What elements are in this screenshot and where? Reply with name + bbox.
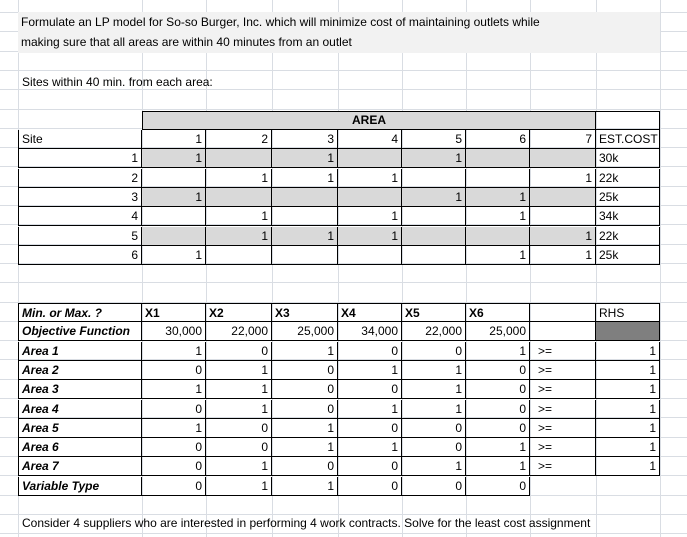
constraint-sign-text: >= (538, 363, 553, 377)
variable-type-blank (530, 477, 596, 496)
constraint-label: Area 3 (18, 380, 142, 399)
coverage-cell (402, 207, 466, 226)
var-header: X3 (272, 303, 338, 322)
area-col-header: 2 (206, 130, 272, 149)
coverage-cell (530, 207, 596, 226)
objective-coefficient: 22,000 (206, 322, 272, 341)
var-header: X2 (206, 303, 272, 322)
constraint-sign (530, 438, 596, 457)
constraint-coefficient: 0 (402, 342, 466, 361)
constraint-coefficient: 0 (338, 342, 402, 361)
coverage-cell: 1 (338, 169, 402, 188)
est-cost-value: 25k (596, 188, 660, 207)
coverage-cell (338, 188, 402, 207)
constraint-coefficient: 1 (402, 380, 466, 399)
constraint-coefficient: 1 (272, 419, 338, 438)
constraint-label: Area 1 (18, 342, 142, 361)
constraint-coefficient: 0 (142, 457, 206, 476)
problem-line-2: making sure that all areas are within 40 minutes from an outlet (21, 35, 352, 49)
coverage-cell (142, 207, 206, 226)
constraint-label: Area 7 (18, 457, 142, 476)
coverage-cell (206, 246, 272, 265)
constraint-coefficient: 0 (338, 419, 402, 438)
rhs-header: RHS (596, 303, 660, 322)
area-col-header: 5 (402, 130, 466, 149)
constraint-coefficient: 0 (206, 342, 272, 361)
coverage-cell (466, 227, 530, 246)
variable-type-value: 0 (338, 477, 402, 496)
objective-coefficient: 22,000 (402, 322, 466, 341)
coverage-cell: 1 (402, 149, 466, 168)
constraint-sign (530, 400, 596, 419)
coverage-cell (142, 169, 206, 188)
coverage-cell: 1 (530, 246, 596, 265)
constraint-coefficient: 0 (272, 361, 338, 380)
area-header: AREA (351, 113, 386, 127)
variable-type-value: 0 (402, 477, 466, 496)
constraint-coefficient: 0 (466, 361, 530, 380)
constraint-coefficient: 1 (206, 400, 272, 419)
constraint-coefficient: 0 (142, 361, 206, 380)
coverage-cell (206, 149, 272, 168)
constraint-coefficient: 0 (142, 438, 206, 457)
constraint-rhs: 1 (596, 342, 660, 361)
problem-statement (18, 12, 660, 53)
constraint-coefficient: 0 (402, 438, 466, 457)
objective-sign-blank (530, 322, 596, 341)
constraint-coefficient: 0 (338, 380, 402, 399)
constraint-coefficient: 0 (272, 400, 338, 419)
coverage-cell: 1 (272, 169, 338, 188)
constraint-sign-text: >= (538, 402, 553, 416)
constraint-coefficient: 0 (466, 400, 530, 419)
coverage-cell: 1 (142, 246, 206, 265)
constraint-coefficient: 0 (272, 380, 338, 399)
constraint-label: Area 5 (18, 419, 142, 438)
constraint-coefficient: 0 (272, 457, 338, 476)
constraint-sign-text: >= (538, 344, 553, 358)
constraint-coefficient: 1 (206, 380, 272, 399)
coverage-cell: 1 (206, 169, 272, 188)
est-cost-value: 30k (596, 149, 660, 168)
constraint-sign-text: >= (538, 440, 553, 454)
constraint-coefficient: 1 (466, 438, 530, 457)
constraint-coefficient: 1 (206, 361, 272, 380)
coverage-cell: 1 (272, 227, 338, 246)
constraint-coefficient: 1 (338, 400, 402, 419)
constraint-coefficient: 0 (338, 457, 402, 476)
est-cost-value: 25k (596, 246, 660, 265)
constraint-rhs: 1 (596, 419, 660, 438)
area-col-header: 6 (466, 130, 530, 149)
constraint-rhs: 1 (596, 361, 660, 380)
objective-coefficient: 25,000 (466, 322, 530, 341)
footer-text: Consider 4 suppliers who are interested in performing 4 work contracts. Solve for the least cost assignment (22, 516, 591, 530)
objective-coefficient: 25,000 (272, 322, 338, 341)
constraint-coefficient: 0 (466, 380, 530, 399)
site-number: 4 (18, 207, 142, 226)
coverage-cell (338, 149, 402, 168)
constraint-coefficient: 0 (206, 438, 272, 457)
constraint-coefficient: 1 (338, 438, 402, 457)
constraint-coefficient: 1 (402, 361, 466, 380)
constraint-coefficient: 1 (338, 361, 402, 380)
sign-header-blank (530, 303, 596, 322)
variable-type-label: Variable Type (18, 477, 142, 496)
coverage-cell: 1 (530, 227, 596, 246)
coverage-cell (272, 188, 338, 207)
coverage-cell (272, 246, 338, 265)
area-col-header: 3 (272, 130, 338, 149)
est-cost-value: 22k (596, 169, 660, 188)
constraint-coefficient: 0 (466, 419, 530, 438)
constraint-coefficient: 0 (142, 400, 206, 419)
coverage-cell (466, 169, 530, 188)
coverage-cell: 1 (402, 188, 466, 207)
constraint-sign-text: >= (538, 459, 553, 473)
coverage-cell: 1 (206, 207, 272, 226)
var-header: X6 (466, 303, 530, 322)
constraint-coefficient: 1 (466, 342, 530, 361)
objective-coefficient: 30,000 (142, 322, 206, 341)
area-col-header: 1 (142, 130, 206, 149)
min-max-label: Min. or Max. ? (18, 303, 142, 322)
coverage-cell: 1 (466, 188, 530, 207)
var-header: X1 (142, 303, 206, 322)
coverage-cell: 1 (530, 169, 596, 188)
coverage-cell: 1 (142, 188, 206, 207)
area-col-header: 7 (530, 130, 596, 149)
coverage-cell: 1 (272, 149, 338, 168)
constraint-label: Area 4 (18, 400, 142, 419)
coverage-cell (466, 149, 530, 168)
coverage-cell (206, 188, 272, 207)
variable-type-value: 1 (272, 477, 338, 496)
site-number: 2 (18, 169, 142, 188)
constraint-rhs: 1 (596, 457, 660, 476)
site-number: 3 (18, 188, 142, 207)
coverage-cell: 1 (206, 227, 272, 246)
constraint-sign (530, 361, 596, 380)
constraint-coefficient: 1 (466, 457, 530, 476)
variable-type-value: 0 (466, 477, 530, 496)
constraint-sign (530, 380, 596, 399)
var-header: X4 (338, 303, 402, 322)
coverage-cell: 1 (142, 149, 206, 168)
constraint-rhs: 1 (596, 400, 660, 419)
variable-type-value: 0 (142, 477, 206, 496)
constraint-label: Area 6 (18, 438, 142, 457)
constraint-coefficient: 1 (272, 438, 338, 457)
constraint-sign-text: >= (538, 382, 553, 396)
est-cost-value: 34k (596, 207, 660, 226)
constraint-rhs: 1 (596, 380, 660, 399)
coverage-cell (402, 169, 466, 188)
coverage-cell (272, 207, 338, 226)
coverage-cell: 1 (338, 207, 402, 226)
constraint-sign (530, 457, 596, 476)
coverage-cell (530, 188, 596, 207)
constraint-coefficient: 0 (402, 419, 466, 438)
variable-type-value: 1 (206, 477, 272, 496)
coverage-cell: 1 (466, 207, 530, 226)
constraint-sign-text: >= (538, 421, 553, 435)
coverage-cell (530, 149, 596, 168)
est-cost-value: 22k (596, 227, 660, 246)
objective-coefficient: 34,000 (338, 322, 402, 341)
constraint-coefficient: 1 (142, 342, 206, 361)
coverage-cell (402, 227, 466, 246)
coverage-cell: 1 (466, 246, 530, 265)
constraint-coefficient: 1 (142, 380, 206, 399)
coverage-cell (338, 246, 402, 265)
site-header: Site (18, 130, 142, 149)
site-number: 6 (18, 246, 142, 265)
est-cost-header-box (596, 111, 660, 130)
constraint-coefficient: 1 (142, 419, 206, 438)
constraint-label: Area 2 (18, 361, 142, 380)
constraint-coefficient: 1 (402, 457, 466, 476)
var-header: X5 (402, 303, 466, 322)
coverage-cell (402, 246, 466, 265)
sites-caption: Sites within 40 min. from each area: (22, 75, 213, 89)
objective-rhs-blank (596, 322, 660, 341)
constraint-sign (530, 342, 596, 361)
constraint-coefficient: 0 (206, 419, 272, 438)
area-col-header: 4 (338, 130, 402, 149)
constraint-coefficient: 1 (206, 457, 272, 476)
site-number: 1 (18, 149, 142, 168)
constraint-coefficient: 1 (402, 400, 466, 419)
constraint-rhs: 1 (596, 438, 660, 457)
site-number: 5 (18, 227, 142, 246)
est-cost-header: EST.COST (596, 130, 660, 149)
constraint-sign (530, 419, 596, 438)
objective-label: Objective Function (18, 322, 142, 341)
problem-line-1: Formulate an LP model for So-so Burger, Inc. which will minimize cost of maintaining outlets while (21, 15, 540, 29)
coverage-cell: 1 (338, 227, 402, 246)
constraint-coefficient: 1 (272, 342, 338, 361)
coverage-cell (142, 227, 206, 246)
